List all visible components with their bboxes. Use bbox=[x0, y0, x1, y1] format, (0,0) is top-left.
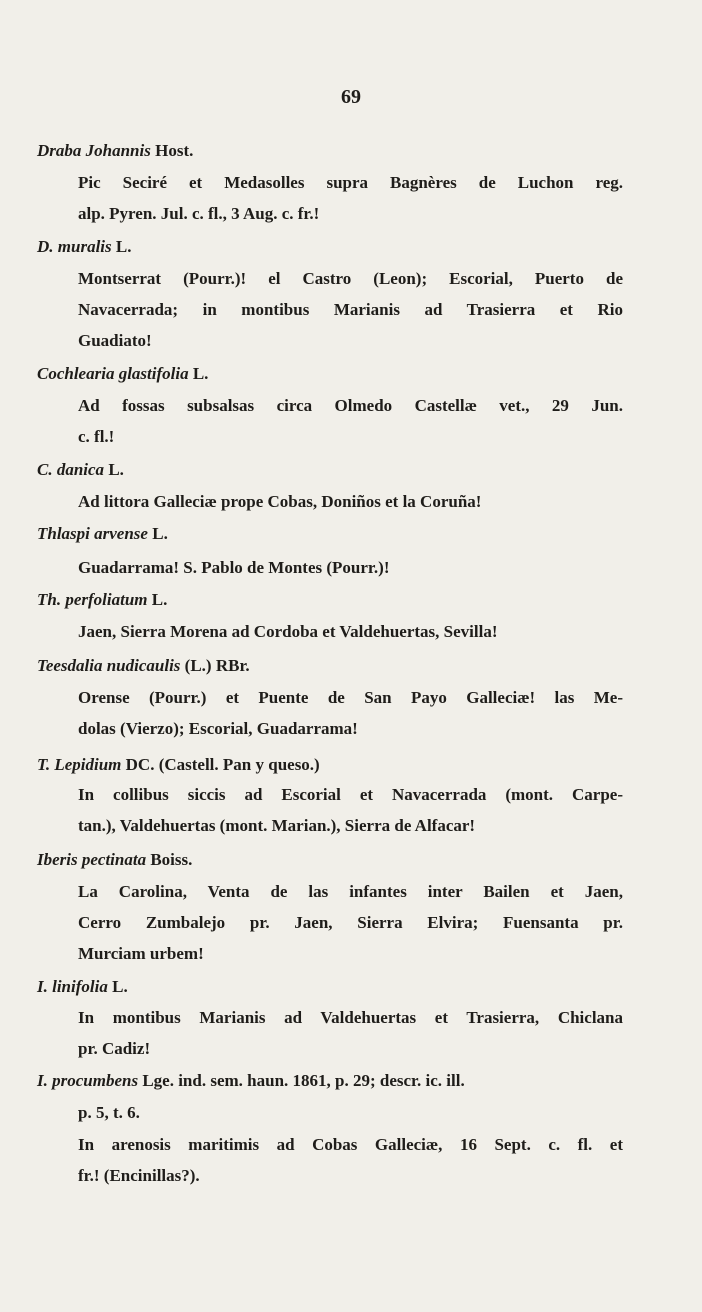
species-name: Thlaspi arvense bbox=[37, 524, 148, 543]
entry-heading bbox=[37, 1071, 465, 1091]
species-name: Teesdalia nudicaulis bbox=[37, 656, 181, 675]
entry-line: Cerro Zumbalejo pr. Jaen, Sierra Elvira; Fuensanta pr. bbox=[78, 913, 623, 932]
species-author: DC. (Castell. Pan y queso.) bbox=[121, 755, 320, 774]
species-author: L. bbox=[147, 524, 168, 543]
entry-line: Jaen, Sierra Morena ad Cordoba et Valdehuertas, Sevilla! bbox=[78, 622, 498, 641]
entry-line: In collibus siccis ad Escorial et Navacerrada (mont. Carpe- bbox=[78, 785, 623, 804]
entry-line: Ad fossas subsalsas circa Olmedo Castellæ vet., 29 Jun. bbox=[78, 396, 623, 415]
entry-line: Ad littora Galleciæ prope Cobas, Doniños et la Coruña! bbox=[78, 492, 482, 511]
species-author: Host. bbox=[150, 141, 194, 160]
entry-heading bbox=[37, 850, 192, 870]
entry-line: Orense (Pourr.) et Puente de San Payo Galleciæ! las Me- bbox=[78, 688, 623, 707]
entry-line: In arenosis maritimis ad Cobas Galleciæ, 16 Sept. c. fl. et bbox=[78, 1135, 623, 1154]
species-author: (L.) RBr. bbox=[180, 656, 250, 675]
entry-heading bbox=[37, 460, 124, 480]
species-author: Boiss. bbox=[146, 850, 193, 869]
entry-line: fr.! (Encinillas?). bbox=[78, 1166, 200, 1185]
entry-heading bbox=[37, 237, 131, 257]
page-number: 69 bbox=[341, 86, 361, 108]
species-name: Iberis pectinata bbox=[37, 850, 147, 869]
species-name: D. muralis bbox=[37, 237, 112, 256]
entry-line: pr. Cadiz! bbox=[78, 1039, 151, 1058]
entry-line: Guadarrama! S. Pablo de Montes (Pourr.)! bbox=[78, 558, 390, 577]
entry-heading bbox=[37, 977, 128, 997]
entry-line: Pic Seciré et Medasolles supra Bagnères de Luchon reg. bbox=[78, 173, 623, 192]
species-author: L. bbox=[147, 590, 168, 609]
entry-line: Murciam urbem! bbox=[78, 944, 204, 963]
species-author: Lge. ind. sem. haun. 1861, p. 29; descr. ic. ill. bbox=[138, 1071, 465, 1090]
entry-line: In montibus Marianis ad Valdehuertas et Trasierra, Chiclana bbox=[78, 1008, 623, 1027]
entry-heading bbox=[37, 755, 320, 775]
species-author: L. bbox=[111, 237, 132, 256]
entry-line: Montserrat (Pourr.)! el Castro (Leon); Escorial, Puerto de bbox=[78, 269, 623, 288]
entry-heading bbox=[37, 364, 208, 384]
entry-line: Navacerrada; in montibus Marianis ad Trasierra et Rio bbox=[78, 300, 623, 319]
entry-heading bbox=[37, 141, 193, 161]
species-author: L. bbox=[107, 977, 128, 996]
species-name: Draba Johannis bbox=[37, 141, 151, 160]
species-name: T. Lepidium bbox=[37, 755, 122, 774]
species-name: I. linifolia bbox=[37, 977, 108, 996]
species-name: C. danica bbox=[37, 460, 105, 479]
entry-line: c. fl.! bbox=[78, 427, 115, 446]
species-author: L. bbox=[104, 460, 124, 479]
entry-heading bbox=[37, 656, 250, 676]
species-author: L. bbox=[188, 364, 209, 383]
entry-line: La Carolina, Venta de las infantes inter Bailen et Jaen, bbox=[78, 882, 623, 901]
species-name: Cochlearia glastifolia bbox=[37, 364, 189, 383]
entry-heading bbox=[37, 524, 168, 544]
entry-heading bbox=[37, 590, 167, 610]
entry-line: tan.), Valdehuertas (mont. Marian.), Sierra de Alfacar! bbox=[78, 816, 476, 835]
species-name: Th. perfoliatum bbox=[37, 590, 148, 609]
entry-line: alp. Pyren. Jul. c. fl., 3 Aug. c. fr.! bbox=[78, 204, 320, 223]
entry-line: p. 5, t. 6. bbox=[78, 1103, 140, 1122]
entry-line: dolas (Vierzo); Escorial, Guadarrama! bbox=[78, 719, 358, 738]
entry-line: Guadiato! bbox=[78, 331, 152, 350]
species-name: I. procumbens bbox=[37, 1071, 139, 1090]
